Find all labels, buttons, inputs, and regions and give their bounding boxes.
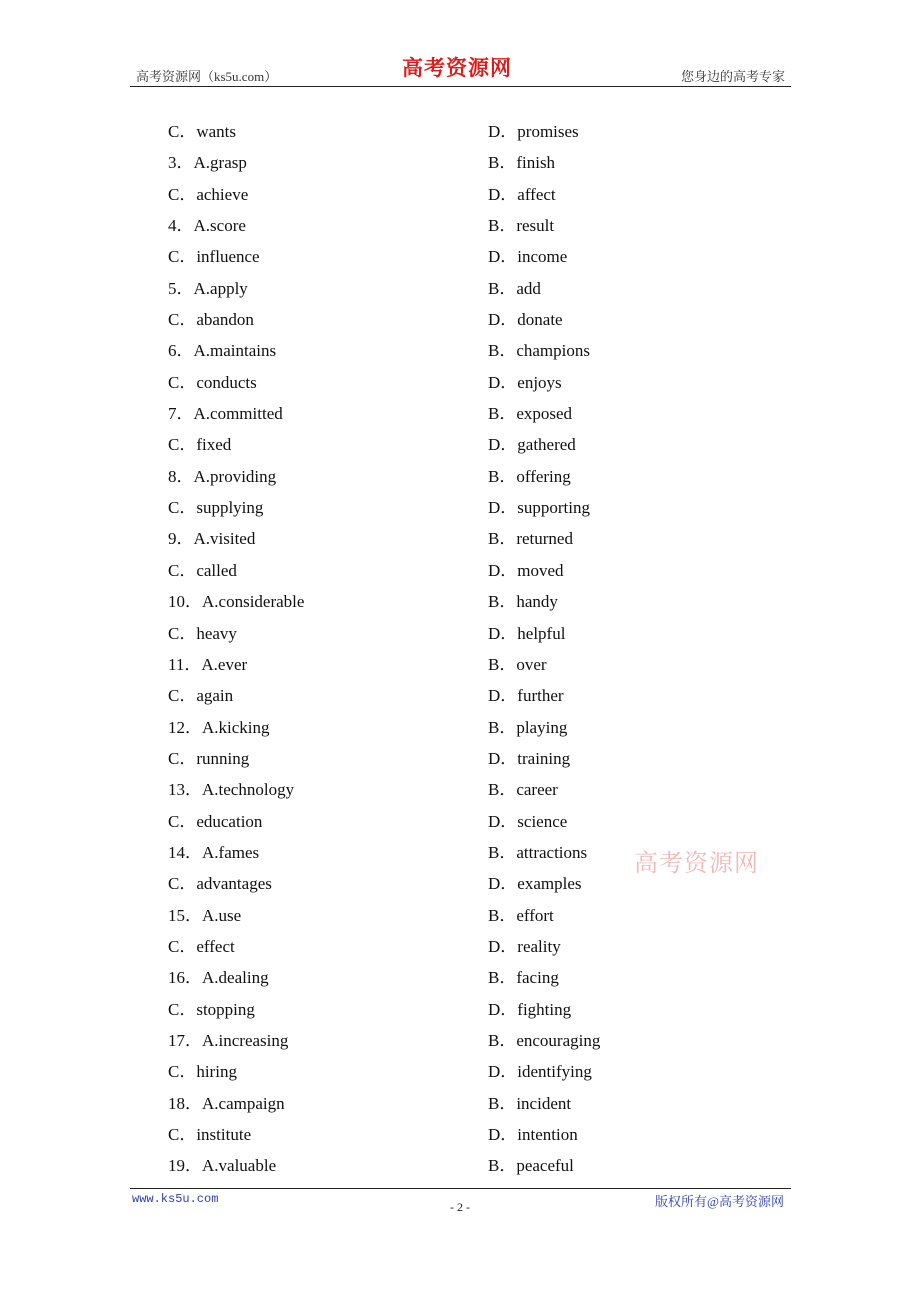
option-left: 18．A.campaign: [168, 1093, 285, 1113]
option-right: D．enjoys: [488, 372, 562, 392]
option-right: D．science: [488, 811, 568, 831]
header-divider: [130, 86, 791, 87]
option-left: 3．A.grasp: [168, 153, 247, 173]
option-row: [0, 1022, 920, 1053]
option-left: C．influence: [168, 247, 260, 267]
option-row: [0, 489, 920, 520]
footer-site-link[interactable]: www.ks5u.com: [132, 1192, 219, 1206]
option-row: [0, 364, 920, 395]
option-left: 16．A.dealing: [168, 968, 269, 988]
option-left: 6．A.maintains: [168, 341, 277, 361]
option-right: B．attractions: [488, 842, 588, 862]
option-left: 7．A.committed: [168, 404, 283, 424]
option-row: [0, 1053, 920, 1084]
option-row: [0, 646, 920, 677]
option-row: [0, 520, 920, 551]
option-row: [0, 1085, 920, 1116]
option-left: 13．A.technology: [168, 780, 295, 800]
option-left: 17．A.increasing: [168, 1030, 289, 1050]
option-left: C．called: [168, 560, 237, 580]
option-right: D．donate: [488, 310, 563, 330]
option-left: 19．A.valuable: [168, 1156, 277, 1176]
option-row: [0, 176, 920, 207]
option-right: B．returned: [488, 529, 573, 549]
footer-divider: [130, 1188, 791, 1189]
option-right: D．reality: [488, 936, 561, 956]
option-right: D．helpful: [488, 623, 566, 643]
option-right: D．promises: [488, 122, 579, 141]
option-left: 5．A.apply: [168, 278, 248, 298]
option-left: C．education: [168, 811, 263, 831]
option-row: [0, 1116, 920, 1147]
option-row: [0, 395, 920, 426]
option-right: D．fighting: [488, 999, 572, 1019]
option-left: C．achieve: [168, 184, 249, 204]
option-right: B．career: [488, 780, 558, 800]
option-row: [0, 959, 920, 990]
option-right: B．exposed: [488, 404, 573, 424]
option-row: [0, 928, 920, 959]
option-row: [0, 301, 920, 332]
option-left: 8．A.providing: [168, 466, 277, 486]
header-slogan: 您身边的高考专家: [680, 69, 785, 84]
option-row: [0, 709, 920, 740]
page-header: [130, 52, 791, 88]
option-right: B．add: [488, 278, 541, 298]
option-row: [0, 991, 920, 1022]
option-row: [0, 144, 920, 175]
option-left: C．running: [168, 748, 250, 768]
option-right: D．training: [488, 748, 571, 768]
option-right: D．supporting: [488, 498, 590, 518]
option-row: [0, 803, 920, 834]
option-right: B．result: [488, 216, 555, 236]
option-row: [0, 583, 920, 614]
option-left: 15．A.use: [168, 905, 242, 925]
option-row: [0, 426, 920, 457]
option-right: D．identifying: [488, 1062, 592, 1082]
option-row: [0, 332, 920, 363]
option-left: C．heavy: [168, 623, 237, 643]
option-right: B．finish: [488, 153, 556, 173]
option-row: [0, 615, 920, 646]
footer-copyright: 版权所有@高考资源网: [655, 1194, 784, 1209]
option-row: [0, 238, 920, 269]
option-left: C．wants: [168, 122, 236, 141]
option-row: [0, 552, 920, 583]
option-right: B．champions: [488, 341, 590, 361]
option-left: C．abandon: [168, 310, 254, 330]
option-right: B．facing: [488, 968, 559, 988]
option-right: D．gathered: [488, 435, 576, 455]
option-row: [0, 834, 920, 865]
option-left: C．institute: [168, 1125, 252, 1144]
option-right: B．handy: [488, 592, 558, 612]
option-row: [0, 771, 920, 802]
option-right: D．affect: [488, 184, 556, 204]
option-left: C．effect: [168, 936, 235, 956]
option-row: [0, 677, 920, 708]
option-row: [0, 740, 920, 771]
option-right: D．further: [488, 686, 564, 706]
option-right: B．effort: [488, 905, 554, 925]
option-left: C．again: [168, 686, 234, 706]
option-left: 4．A.score: [168, 216, 246, 236]
option-right: B．playing: [488, 717, 568, 737]
option-left: C．conducts: [168, 372, 257, 392]
option-row: [0, 1147, 920, 1178]
option-right: D．moved: [488, 560, 564, 580]
option-right: B．peaceful: [488, 1156, 574, 1176]
option-right: B．over: [488, 654, 547, 674]
option-right: B．offering: [488, 466, 571, 486]
option-right: B．incident: [488, 1093, 572, 1113]
option-row: [0, 207, 920, 238]
option-row: [0, 865, 920, 896]
header-logo: 高考资源网: [402, 55, 512, 80]
header-site-name: 高考资源网（ks5u.com）: [136, 69, 278, 84]
option-left: 14．A.fames: [168, 842, 260, 862]
option-left: 9．A.visited: [168, 529, 256, 549]
option-right: B．encouraging: [488, 1030, 601, 1050]
option-left: 11．A.ever: [168, 654, 248, 674]
option-left: C．advantages: [168, 874, 272, 894]
option-left: C．hiring: [168, 1062, 237, 1082]
option-row: [0, 897, 920, 928]
option-left: C．supplying: [168, 498, 264, 518]
option-left: C．fixed: [168, 435, 232, 455]
option-row: [0, 113, 920, 144]
option-right: D．examples: [488, 874, 582, 894]
option-left: 12．A.kicking: [168, 717, 270, 737]
option-row: [0, 458, 920, 489]
option-left: C．stopping: [168, 999, 255, 1019]
watermark: 高考资源网: [634, 849, 759, 877]
option-row: [0, 270, 920, 301]
option-right: D．intention: [488, 1125, 578, 1144]
page-number: - 2 -: [450, 1200, 470, 1214]
option-left: 10．A.considerable: [168, 592, 305, 612]
answer-options-list: [0, 113, 920, 1179]
option-right: D．income: [488, 247, 568, 267]
